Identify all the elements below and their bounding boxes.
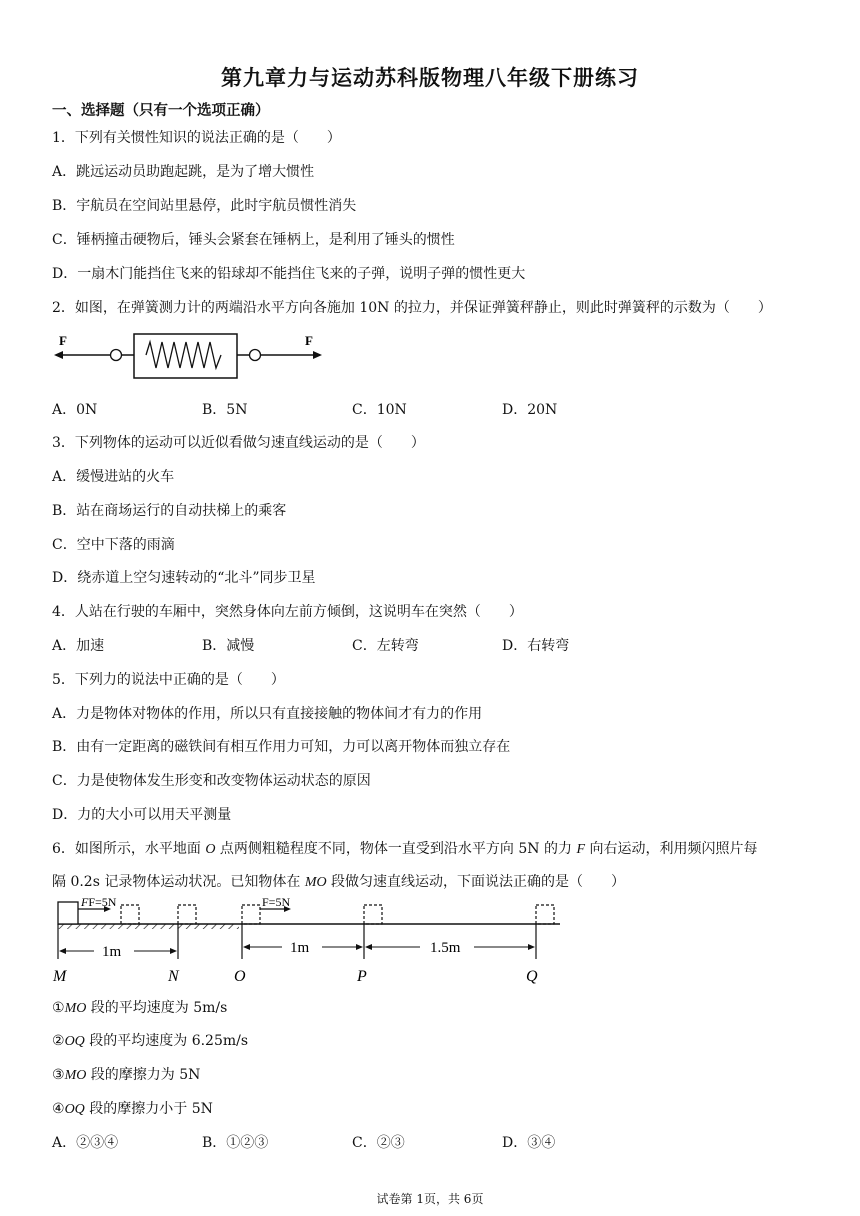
dimension-label-op: 1m: [290, 940, 310, 956]
force-label-1: FF=5N: [81, 895, 117, 909]
statement-4: ④OQ 段的摩擦力小于 5N: [52, 1101, 213, 1117]
question-5-stem: 5．下列力的说法中正确的是（ ）: [52, 672, 285, 688]
spring-case: [134, 334, 237, 378]
question-5-option-c[interactable]: C．力是使物体发生形变和改变物体运动状态的原因: [52, 773, 371, 789]
page-footer: 试卷第 1页，共 6页: [376, 1192, 484, 1206]
point-label-q: Q: [526, 968, 538, 985]
question-6-option-a[interactable]: A．②③④: [52, 1135, 119, 1151]
dimension-label-pq: 1.5m: [430, 940, 461, 956]
block-solid: [58, 902, 78, 924]
question-1-option-c[interactable]: C．锤柄撞击硬物后，锤头会紧套在锤柄上，是利用了锤头的惯性: [52, 232, 455, 248]
question-3-option-b[interactable]: B．站在商场运行的自动扶梯上的乘客: [52, 503, 287, 519]
question-3-stem: 3．下列物体的运动可以近似看做匀速直线运动的是（ ）: [52, 435, 425, 451]
left-arrow-icon: [54, 351, 63, 359]
left-ring-icon: [111, 350, 122, 361]
question-3-option-a[interactable]: A．缓慢进站的火车: [52, 469, 175, 485]
statement-2: ②OQ 段的平均速度为 6.25m/s: [52, 1033, 249, 1049]
left-force-label: F: [59, 333, 67, 348]
question-6-stem: 6．如图所示，水平地面 O 点两侧粗糙程度不同，物体一直受到沿水平方向 5N 的力 F 向右运动，利用频闪照片每: [52, 841, 758, 857]
block-dashed: [242, 905, 260, 924]
question-6-stem-line-2: 隔 0.2s 记录物体运动状况。已知物体在 MO 段做匀速直线运动，下面说法正确的是（ ）: [52, 874, 626, 890]
block-dashed: [178, 905, 196, 924]
spring-scale-figure: [50, 328, 330, 384]
question-4-option-c[interactable]: C．左转弯: [352, 638, 419, 654]
right-force-label: F: [305, 333, 313, 348]
question-5-option-b[interactable]: B．由有一定距离的磁铁间有相互作用力可知，力可以离开物体而独立存在: [52, 739, 511, 755]
statement-3: ③MO 段的摩擦力为 5N: [52, 1067, 201, 1083]
right-ring-icon: [250, 350, 261, 361]
question-4-option-b[interactable]: B．减慢: [202, 638, 255, 654]
question-4-stem: 4．人站在行驶的车厢中，突然身体向左前方倾倒，这说明车在突然（ ）: [52, 604, 523, 620]
question-2-option-d[interactable]: D．20N: [502, 402, 558, 418]
question-6-option-d[interactable]: D．③④: [502, 1135, 556, 1151]
question-3-option-d[interactable]: D．绕赤道上空匀速转动的“北斗”同步卫星: [52, 570, 316, 586]
point-label-o: O: [234, 968, 246, 985]
question-4-option-a[interactable]: A．加速: [52, 638, 105, 654]
question-2-option-b[interactable]: B．5N: [202, 402, 248, 418]
force-label-2: F=5N: [262, 895, 291, 909]
question-3-option-c[interactable]: C．空中下落的雨滴: [52, 537, 175, 553]
question-2-option-c[interactable]: C．10N: [352, 402, 407, 418]
question-1-option-b[interactable]: B．宇航员在空间站里悬停，此时宇航员惯性消失: [52, 198, 357, 214]
question-6-option-c[interactable]: C．②③: [352, 1135, 405, 1151]
question-6-option-b[interactable]: B．①②③: [202, 1135, 269, 1151]
question-2-stem: 2．如图，在弹簧测力计的两端沿水平方向各施加 10N 的拉力，并保证弹簧秤静止，则此时弹簧秤的示数为（ ）: [52, 300, 772, 316]
question-1-option-d[interactable]: D．一扇木门能挡住飞来的铅球却不能挡住飞来的子弹，说明子弹的惯性更大: [52, 266, 526, 282]
right-arrow-icon: [313, 351, 322, 359]
block-dashed: [121, 905, 139, 924]
question-1-stem: 1．下列有关惯性知识的说法正确的是（ ）: [52, 130, 341, 146]
rough-ground-hatch: [58, 924, 239, 929]
motion-figure: [50, 895, 570, 987]
point-label-m: M: [53, 968, 67, 985]
page-title: 第九章力与运动苏科版物理八年级下册练习: [221, 65, 639, 90]
block-dashed: [364, 905, 382, 924]
question-2-option-a[interactable]: A．0N: [52, 402, 98, 418]
point-label-n: N: [168, 968, 179, 985]
question-1-option-a[interactable]: A．跳远运动员助跑起跳，是为了增大惯性: [52, 164, 315, 180]
statement-1: ①MO 段的平均速度为 5m/s: [52, 1000, 228, 1016]
dimension-label-mn: 1m: [102, 944, 122, 960]
point-label-p: P: [357, 968, 367, 985]
block-dashed: [536, 905, 554, 924]
question-5-option-a[interactable]: A．力是物体对物体的作用，所以只有直接接触的物体间才有力的作用: [52, 706, 483, 722]
question-5-option-d[interactable]: D．力的大小可以用天平测量: [52, 807, 232, 823]
section-heading: 一、选择题（只有一个选项正确）: [52, 102, 270, 119]
question-4-option-d[interactable]: D．右转弯: [502, 638, 570, 654]
